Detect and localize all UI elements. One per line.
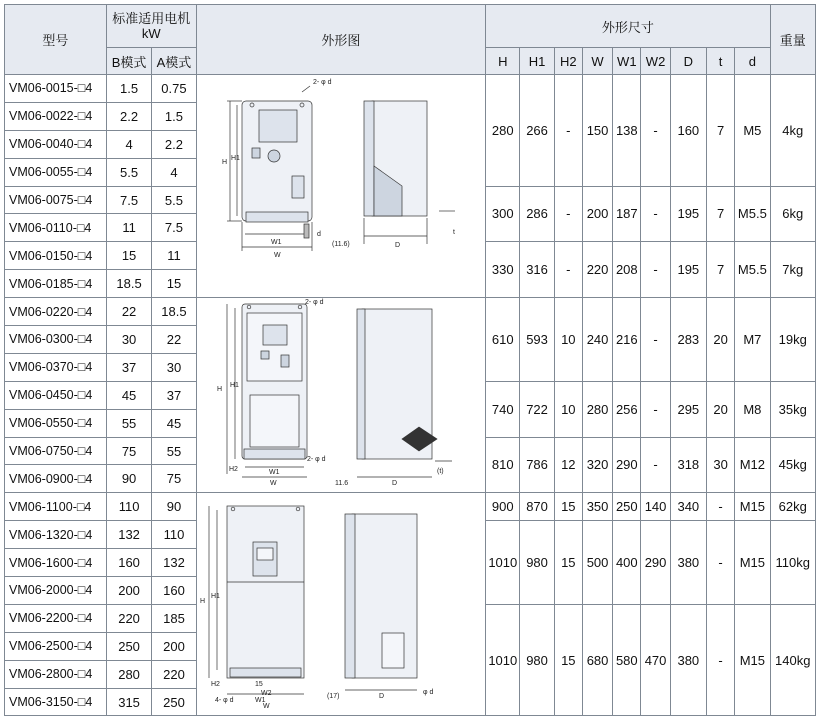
dim-h-cell: 330	[486, 242, 520, 298]
dim-w2-cell: -	[641, 75, 670, 187]
dim-wt-cell: 7kg	[770, 242, 815, 298]
a-mode-kw-cell: 200	[152, 632, 196, 660]
header-outline: 外形图	[196, 5, 485, 75]
dim-h2-cell: 15	[554, 521, 582, 605]
label-hole-top: 2- φ d	[304, 299, 324, 307]
dim-h1-cell: 722	[520, 381, 554, 437]
model-cell: VM06-0370-□4	[5, 353, 107, 381]
model-cell: VM06-0220-□4	[5, 298, 107, 326]
dim-wt-cell: 45kg	[770, 437, 815, 493]
dim-wt-cell: 35kg	[770, 381, 815, 437]
dim-t-cell: 20	[706, 298, 734, 382]
motor-title: 标准适用电机	[112, 11, 191, 26]
a-mode-kw-cell: 1.5	[152, 102, 196, 130]
dim-h1-cell: 980	[520, 521, 554, 605]
model-cell: VM06-0150-□4	[5, 242, 107, 270]
label-offset: (11.6)	[331, 241, 350, 249]
dim-h2-cell: 10	[554, 298, 582, 382]
label-t: t	[452, 229, 455, 237]
b-mode-kw-cell: 11	[106, 214, 151, 242]
dim-h2-cell: 12	[554, 437, 582, 493]
b-mode-kw-cell: 250	[106, 632, 151, 660]
b-mode-kw-cell: 15	[106, 242, 151, 270]
b-mode-kw-cell: 7.5	[106, 186, 151, 214]
label-hole-bottom: 2- φ d	[306, 456, 326, 464]
dim-d-cell: 160	[670, 75, 706, 187]
dim-w1-cell: 138	[613, 75, 641, 187]
dim-d-cell: M15	[735, 521, 770, 605]
dim-h-cell: 280	[486, 75, 520, 187]
model-cell: VM06-0550-□4	[5, 409, 107, 437]
a-mode-kw-cell: 5.5	[152, 186, 196, 214]
dim-t-cell: -	[706, 493, 734, 521]
a-mode-kw-cell: 160	[152, 577, 196, 605]
dim-t-cell: -	[706, 604, 734, 716]
b-mode-kw-cell: 4	[106, 130, 151, 158]
b-mode-kw-cell: 55	[106, 409, 151, 437]
dim-d-cell: M8	[735, 381, 770, 437]
outline-diagram-medium	[197, 299, 480, 491]
a-mode-kw-cell: 110	[152, 521, 196, 549]
dim-d-cell: 380	[670, 521, 706, 605]
label-fifteen: 15	[254, 681, 263, 689]
dim-d-cell: M5.5	[735, 242, 770, 298]
a-mode-kw-cell: 55	[152, 437, 196, 465]
dim-h1-cell: 980	[520, 604, 554, 716]
dim-t-cell: 7	[706, 75, 734, 187]
dim-t-cell: 20	[706, 381, 734, 437]
dim-h1-cell: 870	[520, 493, 554, 521]
label-offset: (17)	[326, 693, 340, 701]
dim-w-cell: 680	[582, 604, 612, 716]
header-a-mode: A模式	[152, 48, 196, 75]
header-dim-w1: W1	[613, 48, 641, 75]
header-model: 型号	[5, 5, 107, 75]
b-mode-kw-cell: 220	[106, 604, 151, 632]
dim-wt-cell: 19kg	[770, 298, 815, 382]
label-H1: H1	[230, 155, 240, 163]
dim-d-cell: M12	[735, 437, 770, 493]
dim-h2-cell: 15	[554, 493, 582, 521]
dim-w2-cell: -	[641, 381, 670, 437]
b-mode-kw-cell: 132	[106, 521, 151, 549]
model-cell: VM06-0300-□4	[5, 326, 107, 354]
model-cell: VM06-2800-□4	[5, 660, 107, 688]
dim-h2-cell: 10	[554, 381, 582, 437]
header-dim-w2: W2	[641, 48, 670, 75]
dim-w2-cell: -	[641, 186, 670, 242]
label-hole: 2- φ d	[312, 79, 332, 87]
dim-w1-cell: 250	[613, 493, 641, 521]
dim-w-cell: 350	[582, 493, 612, 521]
label-W2: W2	[260, 690, 272, 698]
spec-table-body	[5, 75, 816, 716]
label-W: W	[273, 252, 281, 260]
b-mode-kw-cell: 315	[106, 688, 151, 716]
b-mode-kw-cell: 18.5	[106, 270, 151, 298]
dim-w2-cell: -	[641, 437, 670, 493]
b-mode-kw-cell: 200	[106, 577, 151, 605]
b-mode-kw-cell: 280	[106, 660, 151, 688]
dim-w2-cell: 470	[641, 604, 670, 716]
dim-d-cell: M5.5	[735, 186, 770, 242]
a-mode-kw-cell: 220	[152, 660, 196, 688]
dim-h1-cell: 316	[520, 242, 554, 298]
dim-d-cell: 295	[670, 381, 706, 437]
model-cell: VM06-1320-□4	[5, 521, 107, 549]
dim-w-cell: 150	[582, 75, 612, 187]
dim-h2-cell: 15	[554, 604, 582, 716]
table-row	[5, 75, 816, 103]
b-mode-kw-cell: 30	[106, 326, 151, 354]
a-mode-kw-cell: 45	[152, 409, 196, 437]
dim-w-cell: 320	[582, 437, 612, 493]
b-mode-kw-cell: 22	[106, 298, 151, 326]
label-d: d	[316, 231, 321, 239]
dim-w1-cell: 290	[613, 437, 641, 493]
dim-d-cell: M7	[735, 298, 770, 382]
dim-t-cell: 7	[706, 186, 734, 242]
b-mode-kw-cell: 160	[106, 549, 151, 577]
a-mode-kw-cell: 132	[152, 549, 196, 577]
dim-h-cell: 740	[486, 381, 520, 437]
header-dim-w: W	[582, 48, 612, 75]
model-cell: VM06-0750-□4	[5, 437, 107, 465]
dim-wt-cell: 4kg	[770, 75, 815, 187]
a-mode-kw-cell: 250	[152, 688, 196, 716]
drive-front-body	[227, 506, 304, 678]
a-mode-kw-cell: 0.75	[152, 75, 196, 103]
header-dim-d: d	[735, 48, 770, 75]
model-cell: VM06-1600-□4	[5, 549, 107, 577]
a-mode-kw-cell: 90	[152, 493, 196, 521]
label-H1: H1	[229, 382, 239, 390]
dim-w1-cell: 208	[613, 242, 641, 298]
dim-h1-cell: 266	[520, 75, 554, 187]
a-mode-kw-cell: 185	[152, 604, 196, 632]
header-dim-t: t	[706, 48, 734, 75]
model-cell: VM06-3150-□4	[5, 688, 107, 716]
model-cell: VM06-0110-□4	[5, 214, 107, 242]
model-cell: VM06-2500-□4	[5, 632, 107, 660]
dim-h1-cell: 593	[520, 298, 554, 382]
a-mode-kw-cell: 75	[152, 465, 196, 493]
header-dim-h: H	[486, 48, 520, 75]
b-mode-kw-cell: 110	[106, 493, 151, 521]
spec-table	[4, 4, 816, 716]
b-mode-kw-cell: 45	[106, 381, 151, 409]
outline-drawing-cell	[196, 493, 485, 716]
dim-w-cell: 220	[582, 242, 612, 298]
dim-d-cell: 195	[670, 242, 706, 298]
header-dimensions: 外形尺寸	[486, 5, 770, 48]
model-cell: VM06-2200-□4	[5, 604, 107, 632]
a-mode-kw-cell: 2.2	[152, 130, 196, 158]
dim-d-cell: 283	[670, 298, 706, 382]
label-hole-side: φ d	[422, 689, 434, 697]
label-W1: W1	[254, 697, 266, 705]
label-H: H	[199, 598, 205, 606]
dim-w1-cell: 256	[613, 381, 641, 437]
b-mode-kw-cell: 75	[106, 437, 151, 465]
label-W: W	[269, 480, 277, 488]
label-H1: H1	[210, 593, 220, 601]
label-t: (t)	[436, 468, 444, 476]
dim-t-cell: -	[706, 521, 734, 605]
header-dim-d: D	[670, 48, 706, 75]
a-mode-kw-cell: 37	[152, 381, 196, 409]
a-mode-kw-cell: 7.5	[152, 214, 196, 242]
motor-unit: kW	[141, 26, 161, 41]
a-mode-kw-cell: 15	[152, 270, 196, 298]
dim-w-cell: 500	[582, 521, 612, 605]
b-mode-kw-cell: 90	[106, 465, 151, 493]
header-weight: 重量	[770, 5, 815, 75]
dim-wt-cell: 140kg	[770, 604, 815, 716]
dim-wt-cell: 110kg	[770, 521, 815, 605]
label-D: D	[394, 242, 400, 250]
header-dim-h2: H2	[554, 48, 582, 75]
dim-w2-cell: 290	[641, 521, 670, 605]
dim-wt-cell: 62kg	[770, 493, 815, 521]
dim-t-cell: 7	[706, 242, 734, 298]
a-mode-kw-cell: 18.5	[152, 298, 196, 326]
dim-w1-cell: 187	[613, 186, 641, 242]
dim-h-cell: 810	[486, 437, 520, 493]
dim-w2-cell: -	[641, 298, 670, 382]
dim-h2-cell: -	[554, 75, 582, 187]
dim-h-cell: 300	[486, 186, 520, 242]
label-hole: 4- φ d	[214, 697, 234, 705]
outline-diagram-small	[197, 79, 480, 276]
model-cell: VM06-0040-□4	[5, 130, 107, 158]
dim-d-cell: M5	[735, 75, 770, 187]
a-mode-kw-cell: 30	[152, 353, 196, 381]
dim-d-cell: 340	[670, 493, 706, 521]
model-cell: VM06-0185-□4	[5, 270, 107, 298]
label-H: H	[221, 159, 227, 167]
dim-d-cell: M15	[735, 493, 770, 521]
dim-h-cell: 900	[486, 493, 520, 521]
dim-h1-cell: 786	[520, 437, 554, 493]
dim-w-cell: 200	[582, 186, 612, 242]
outline-diagram-large	[197, 498, 480, 710]
label-W1: W1	[270, 239, 282, 247]
b-mode-kw-cell: 1.5	[106, 75, 151, 103]
dim-w1-cell: 216	[613, 298, 641, 382]
outline-drawing-cell	[196, 298, 485, 493]
dim-wt-cell: 6kg	[770, 186, 815, 242]
model-cell: VM06-1100-□4	[5, 493, 107, 521]
model-cell: VM06-0022-□4	[5, 102, 107, 130]
model-cell: VM06-2000-□4	[5, 577, 107, 605]
model-cell: VM06-0015-□4	[5, 75, 107, 103]
label-W: W	[262, 703, 270, 711]
label-D: D	[378, 693, 384, 701]
dim-w2-cell: -	[641, 242, 670, 298]
dim-h1-cell: 286	[520, 186, 554, 242]
label-offset: 11.6	[334, 480, 348, 488]
dim-w-cell: 240	[582, 298, 612, 382]
model-cell: VM06-0075-□4	[5, 186, 107, 214]
dim-h-cell: 610	[486, 298, 520, 382]
table-row	[5, 493, 816, 521]
b-mode-kw-cell: 5.5	[106, 158, 151, 186]
dim-d-cell: 195	[670, 186, 706, 242]
a-mode-kw-cell: 11	[152, 242, 196, 270]
dim-d-cell: 380	[670, 604, 706, 716]
b-mode-kw-cell: 37	[106, 353, 151, 381]
dim-w2-cell: 140	[641, 493, 670, 521]
label-W1: W1	[268, 469, 280, 477]
label-H2: H2	[228, 466, 238, 474]
header-motor	[106, 5, 196, 48]
dim-w1-cell: 400	[613, 521, 641, 605]
dim-d-cell: 318	[670, 437, 706, 493]
model-cell: VM06-0055-□4	[5, 158, 107, 186]
model-cell: VM06-0450-□4	[5, 381, 107, 409]
dim-w-cell: 280	[582, 381, 612, 437]
dim-h2-cell: -	[554, 186, 582, 242]
dim-h-cell: 1010	[486, 604, 520, 716]
dim-h-cell: 1010	[486, 521, 520, 605]
a-mode-kw-cell: 22	[152, 326, 196, 354]
dim-h2-cell: -	[554, 242, 582, 298]
outline-drawing-cell	[196, 75, 485, 298]
header-dim-h1: H1	[520, 48, 554, 75]
header-b-mode: B模式	[106, 48, 151, 75]
dim-t-cell: 30	[706, 437, 734, 493]
a-mode-kw-cell: 4	[152, 158, 196, 186]
b-mode-kw-cell: 2.2	[106, 102, 151, 130]
table-row	[5, 298, 816, 326]
label-H2: H2	[210, 681, 220, 689]
model-cell: VM06-0900-□4	[5, 465, 107, 493]
label-D: D	[391, 480, 397, 488]
dim-w1-cell: 580	[613, 604, 641, 716]
label-H: H	[216, 386, 222, 394]
dim-d-cell: M15	[735, 604, 770, 716]
